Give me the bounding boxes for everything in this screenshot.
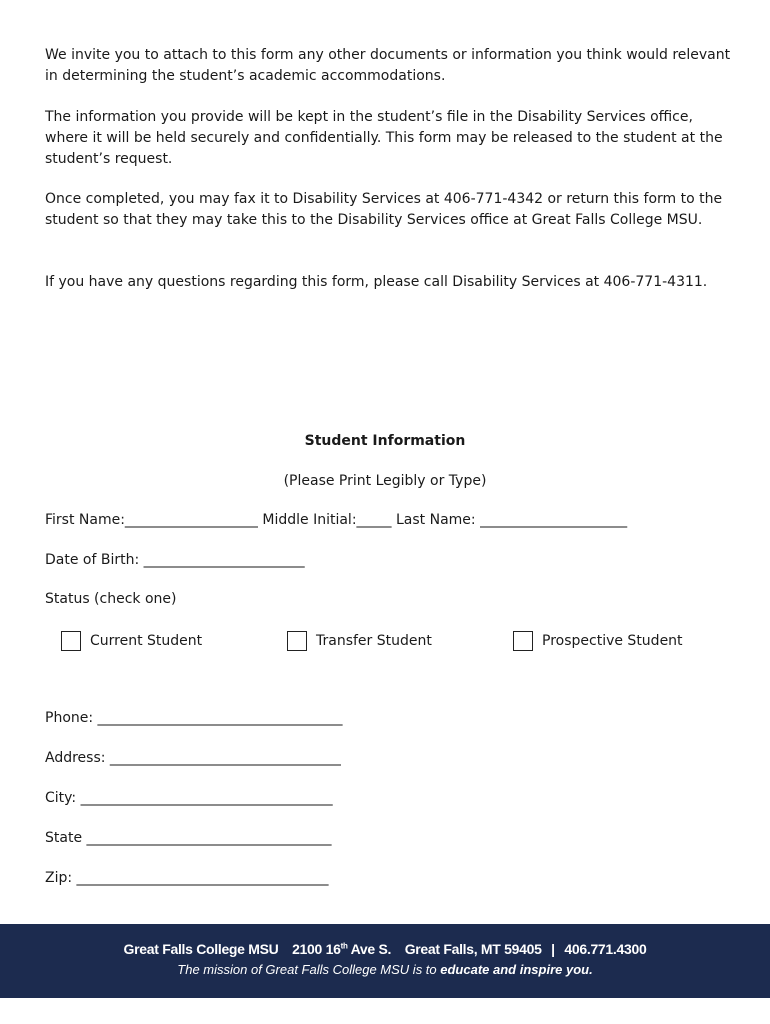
section-heading: Student Information: [304, 433, 466, 449]
footer-mission: The mission of Great Falls College MSU is to educate and inspire you.: [177, 962, 593, 977]
intro-paragraph-confidentiality: The information you provide will be kept in the student’s file in the Disability Services office, where it will be held securely and confidentially. This form may be released to the student at the student’s request.: [45, 109, 723, 167]
name-fields-line[interactable]: First Name:___________________ Middle Initial:_____ Last Name: _____________________: [45, 512, 628, 528]
address-field-line[interactable]: Address: _________________________________: [45, 750, 341, 766]
intro-paragraph-questions: If you have any questions regarding this form, please call Disability Services at 406-771-4311.: [45, 274, 708, 290]
current-student-label: Current Student: [90, 633, 203, 649]
status-option-prospective[interactable]: [513, 629, 683, 653]
date-of-birth-line[interactable]: Date of Birth: _______________________: [45, 552, 305, 568]
footer-phone: 406.771.4300: [564, 941, 647, 957]
footer-college-name: Great Falls College MSU: [123, 941, 279, 957]
intro-paragraph-fax: Once completed, you may fax it to Disability Services at 406-771-4342 or return this form to the student so that they may take this to the Disability Services office at Great Falls College MSU.: [45, 191, 723, 228]
footer-banner: [0, 924, 770, 998]
footer-street: 2100 16th Ave S.: [292, 941, 392, 957]
transfer-student-checkbox[interactable]: [287, 631, 307, 651]
zip-field-line[interactable]: Zip: ____________________________________: [45, 870, 329, 886]
state-field-line[interactable]: State ___________________________________: [45, 830, 332, 846]
footer-contact-line: [0, 941, 770, 957]
footer-separator: |: [551, 941, 555, 957]
prospective-student-label: Prospective Student: [542, 633, 683, 649]
current-student-checkbox[interactable]: [61, 631, 81, 651]
transfer-student-label: Transfer Student: [316, 633, 432, 649]
prospective-student-checkbox[interactable]: [513, 631, 533, 651]
city-field-line[interactable]: City: ____________________________________: [45, 790, 333, 806]
phone-field-line[interactable]: Phone: ___________________________________: [45, 710, 343, 726]
footer-city-zip: Great Falls, MT 59405: [404, 941, 542, 957]
intro-paragraph-attach: We invite you to attach to this form any other documents or information you think would relevant in determining the student’s academic accommodations.: [45, 47, 731, 84]
status-label: Status (check one): [45, 591, 177, 607]
status-option-current[interactable]: [61, 629, 202, 653]
status-option-transfer[interactable]: [287, 629, 432, 653]
section-subheading: (Please Print Legibly or Type): [283, 473, 487, 489]
